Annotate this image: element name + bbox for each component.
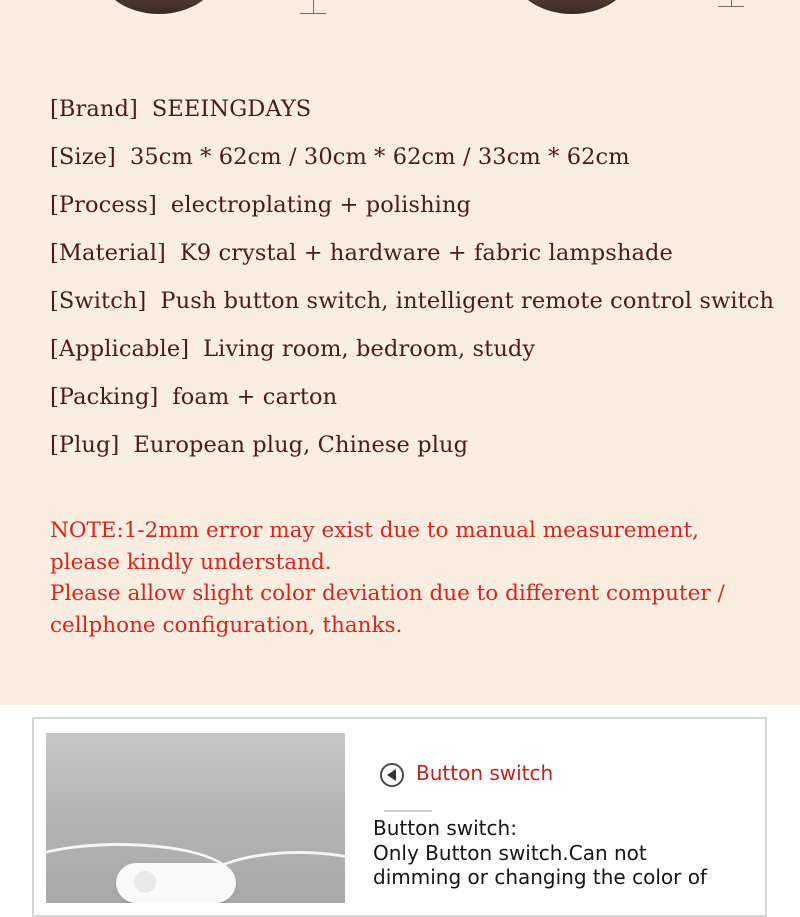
lamp-stand-mark <box>313 0 314 14</box>
lamp-base-image-left <box>100 0 218 14</box>
spec-row-brand <box>50 92 795 140</box>
spec-value: European plug, Chinese plug <box>133 432 469 458</box>
spec-key: [Plug] <box>50 432 120 458</box>
lamp-stand-mark <box>718 6 744 7</box>
spec-value: electroplating + polishing <box>170 192 472 218</box>
lamp-stand-mark <box>300 13 326 14</box>
circle-arrow-left-icon <box>380 763 404 787</box>
feature-line: dimming or changing the color of <box>373 865 707 889</box>
note-line: Please allow slight color deviation due to different computer / <box>50 581 725 606</box>
spec-row-process <box>50 188 795 236</box>
feature-line: Button switch: <box>373 816 517 840</box>
spec-row-applicable <box>50 332 795 380</box>
spec-row-material <box>50 236 795 284</box>
spec-row-packing <box>50 380 795 428</box>
spec-key: [Process] <box>50 192 157 218</box>
lamp-base-image-right <box>513 0 631 14</box>
feature-description <box>373 816 763 890</box>
spec-value: 35cm * 62cm / 30cm * 62cm / 33cm * 62cm <box>129 144 630 170</box>
spec-value: K9 crystal + hardware + fabric lampshade <box>179 240 673 266</box>
note-line: cellphone configuration, thanks. <box>50 612 403 638</box>
spec-key: [Switch] <box>50 288 147 314</box>
spec-key: [Applicable] <box>50 336 190 362</box>
switch-button-shape <box>134 871 156 893</box>
spec-key: [Packing] <box>50 384 159 410</box>
spec-row-size <box>50 140 795 188</box>
note-line: NOTE:1-2mm error may exist due to manual measurement, <box>50 518 699 543</box>
spec-key: [Material] <box>50 240 166 266</box>
spec-value: Living room, bedroom, study <box>203 336 536 362</box>
divider <box>384 810 432 812</box>
button-switch-card <box>32 717 767 917</box>
feature-title: Button switch <box>416 761 554 785</box>
spec-list <box>50 92 795 476</box>
spec-key: [Brand] <box>50 96 138 122</box>
spec-value: SEEINGDAYS <box>151 96 312 122</box>
measurement-note <box>50 515 770 641</box>
spec-row-plug <box>50 428 795 476</box>
feature-line: Only Button switch.Can not <box>373 840 647 865</box>
spec-key: [Size] <box>50 144 116 170</box>
switch-product-photo <box>46 733 345 903</box>
spec-value: Push button switch, intelligent remote control switch <box>160 288 775 314</box>
spec-row-switch <box>50 284 795 332</box>
spec-value: foam + carton <box>172 384 338 410</box>
note-line: please kindly understand. <box>50 549 332 575</box>
